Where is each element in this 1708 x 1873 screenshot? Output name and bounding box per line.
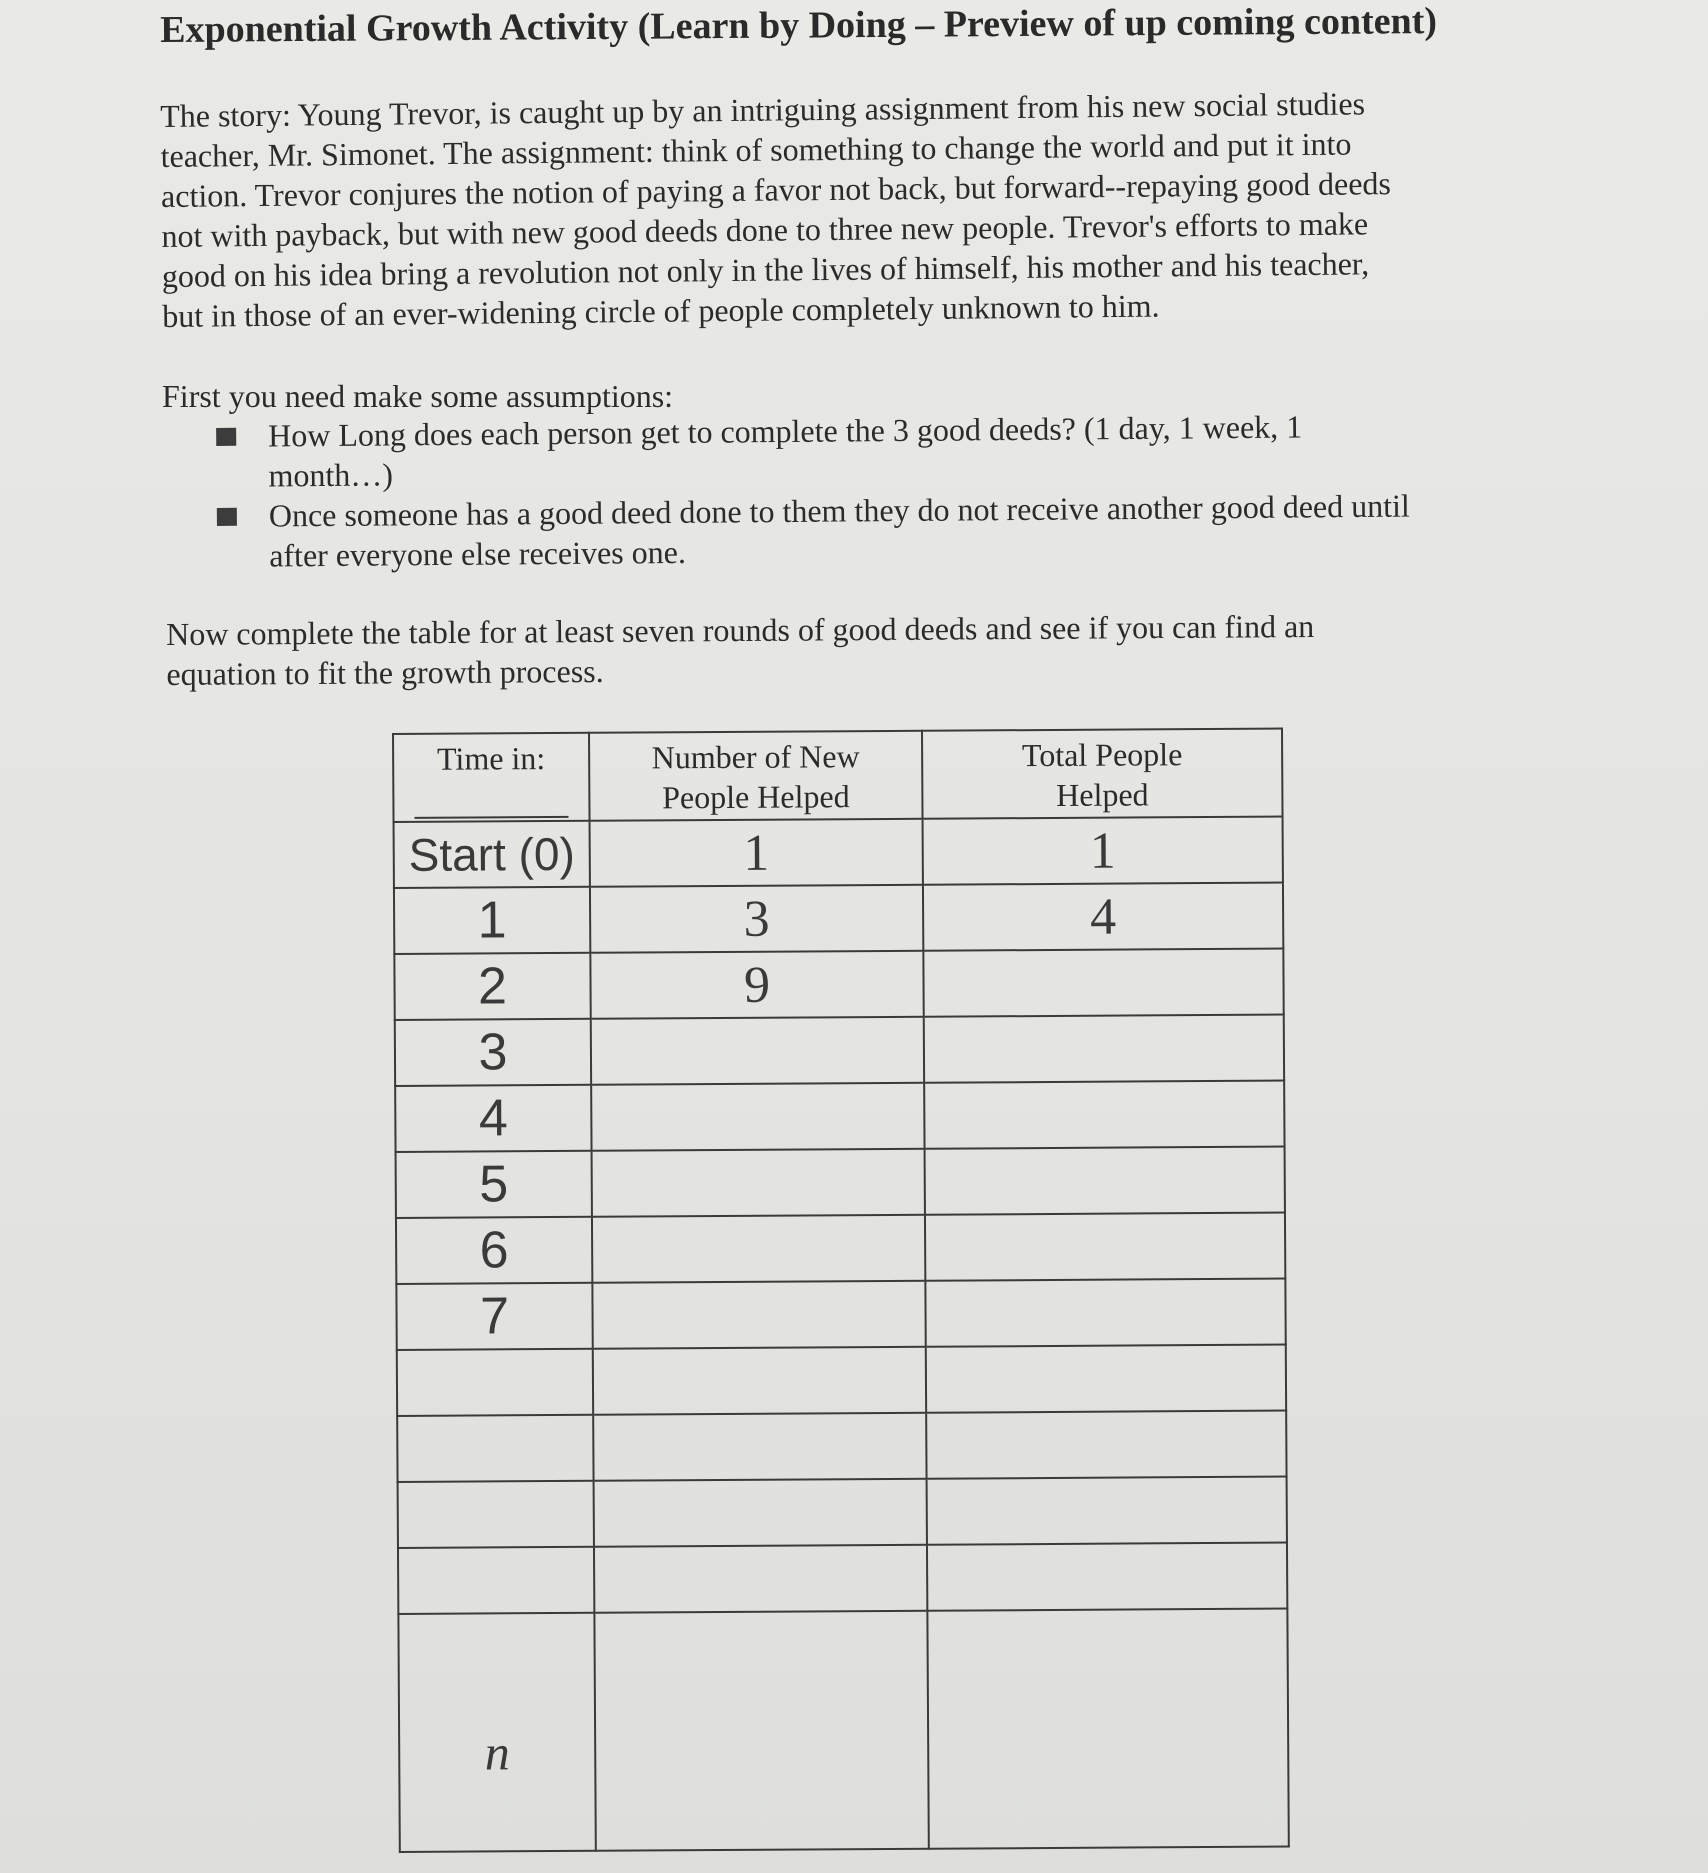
header-underline [415, 816, 569, 819]
time-cell: 7 [396, 1283, 592, 1350]
assumption-line: month…) [268, 456, 394, 494]
assumption-line: Once someone has a good deed done to them they do not receive another good deed until [268, 487, 1410, 534]
assumption-line: after everyone else receives one. [269, 533, 687, 574]
table-row [396, 1147, 1285, 1218]
total-people-cell[interactable]: 1 [923, 817, 1283, 885]
growth-table [392, 728, 1290, 1853]
square-bullet-icon [217, 508, 237, 526]
total-people-cell[interactable]: 4 [923, 883, 1283, 951]
table-row [395, 1015, 1284, 1086]
story-line: teacher, Mr. Simonet. The assignment: think of something to change the world and put it into [160, 125, 1352, 174]
instructions-paragraph [166, 605, 1467, 694]
time-header-label: Time in: [436, 740, 546, 777]
table-row [395, 1081, 1284, 1152]
total-people-column-header [922, 729, 1283, 819]
assumption-item [212, 404, 1533, 496]
new-people-cell[interactable] [592, 1215, 925, 1283]
story-line: good on his idea bring a revolution not only in the lives of himself, his mother and his teacher, [161, 245, 1370, 294]
time-cell[interactable] [397, 1349, 593, 1416]
total-people-cell[interactable] [927, 1477, 1287, 1545]
table-row-n [398, 1609, 1288, 1852]
assumption-line: How Long does each person get to complete the 3 good deeds? (1 day, 1 week, 1 [268, 408, 1303, 454]
new-people-cell[interactable]: 9 [590, 951, 923, 1019]
table-row [397, 1345, 1286, 1416]
total-people-cell[interactable] [926, 1411, 1286, 1479]
time-cell[interactable] [398, 1481, 594, 1548]
time-cell: 6 [396, 1217, 592, 1284]
new-people-cell[interactable] [592, 1281, 925, 1349]
assumption-item [213, 484, 1534, 576]
new-people-column-header [589, 731, 923, 821]
header-line: Helped [1056, 776, 1149, 813]
total-people-cell[interactable] [927, 1543, 1287, 1611]
table-row [394, 883, 1283, 954]
total-people-cell[interactable] [925, 1279, 1285, 1347]
new-people-cell[interactable] [594, 1545, 927, 1613]
time-column-header [393, 733, 590, 822]
table-row [398, 1543, 1287, 1614]
time-cell: 5 [396, 1151, 592, 1218]
header-line: Number of New [651, 738, 860, 776]
table-row [394, 817, 1283, 888]
new-people-cell[interactable] [593, 1413, 926, 1481]
instructions-line: equation to fit the growth process. [166, 652, 604, 692]
table-row [397, 1411, 1286, 1482]
total-people-cell[interactable] [923, 949, 1283, 1017]
total-people-cell[interactable] [924, 1015, 1284, 1083]
table-header-row [393, 729, 1283, 822]
total-people-cell[interactable] [925, 1213, 1285, 1281]
story-line: not with payback, but with new good deeds done to three new people. Trevor's efforts to make [161, 205, 1369, 254]
total-people-cell-n[interactable] [927, 1609, 1288, 1849]
table-row [398, 1477, 1287, 1548]
instructions-line: Now complete the table for at least seven rounds of good deeds and see if you can find an [166, 607, 1315, 652]
time-cell: 3 [395, 1019, 591, 1086]
time-cell: 4 [395, 1085, 591, 1152]
time-cell: Start (0) [394, 821, 590, 888]
new-people-cell[interactable] [594, 1479, 927, 1547]
growth-table-wrapper [392, 728, 1290, 1853]
assumptions-list [212, 404, 1533, 576]
new-people-cell[interactable] [591, 1083, 924, 1151]
new-people-cell[interactable] [591, 1017, 924, 1085]
new-people-cell[interactable]: 3 [590, 885, 923, 953]
header-line: Total People [1021, 736, 1183, 774]
story-line: action. Trevor conjures the notion of paying a favor not back, but forward--repaying good deeds [160, 165, 1392, 214]
total-people-cell[interactable] [925, 1147, 1285, 1215]
square-bullet-icon [216, 428, 236, 446]
time-cell[interactable] [398, 1547, 594, 1614]
header-line: People Helped [662, 778, 850, 816]
time-cell: 1 [394, 887, 590, 954]
page-title: Exponential Growth Activity (Learn by Doing – Preview of up coming content) [160, 0, 1438, 51]
assumptions-intro: First you need make some assumptions: [162, 378, 674, 414]
story-line: but in those of an ever-widening circle of people completely unknown to him. [162, 287, 1160, 334]
total-people-cell[interactable] [924, 1081, 1284, 1149]
time-cell-n: n [398, 1613, 595, 1852]
time-cell[interactable] [397, 1415, 593, 1482]
new-people-cell[interactable] [592, 1149, 925, 1217]
new-people-cell-n[interactable] [594, 1611, 928, 1851]
new-people-cell[interactable] [593, 1347, 926, 1415]
time-cell: 2 [394, 953, 590, 1020]
table-row [396, 1279, 1285, 1350]
new-people-cell[interactable]: 1 [590, 819, 923, 887]
story-line: The story: Young Trevor, is caught up by an intriguing assignment from his new social studies [160, 85, 1366, 134]
table-row [396, 1213, 1285, 1284]
table-row [394, 949, 1283, 1020]
story-paragraph [160, 82, 1522, 336]
total-people-cell[interactable] [926, 1345, 1286, 1413]
